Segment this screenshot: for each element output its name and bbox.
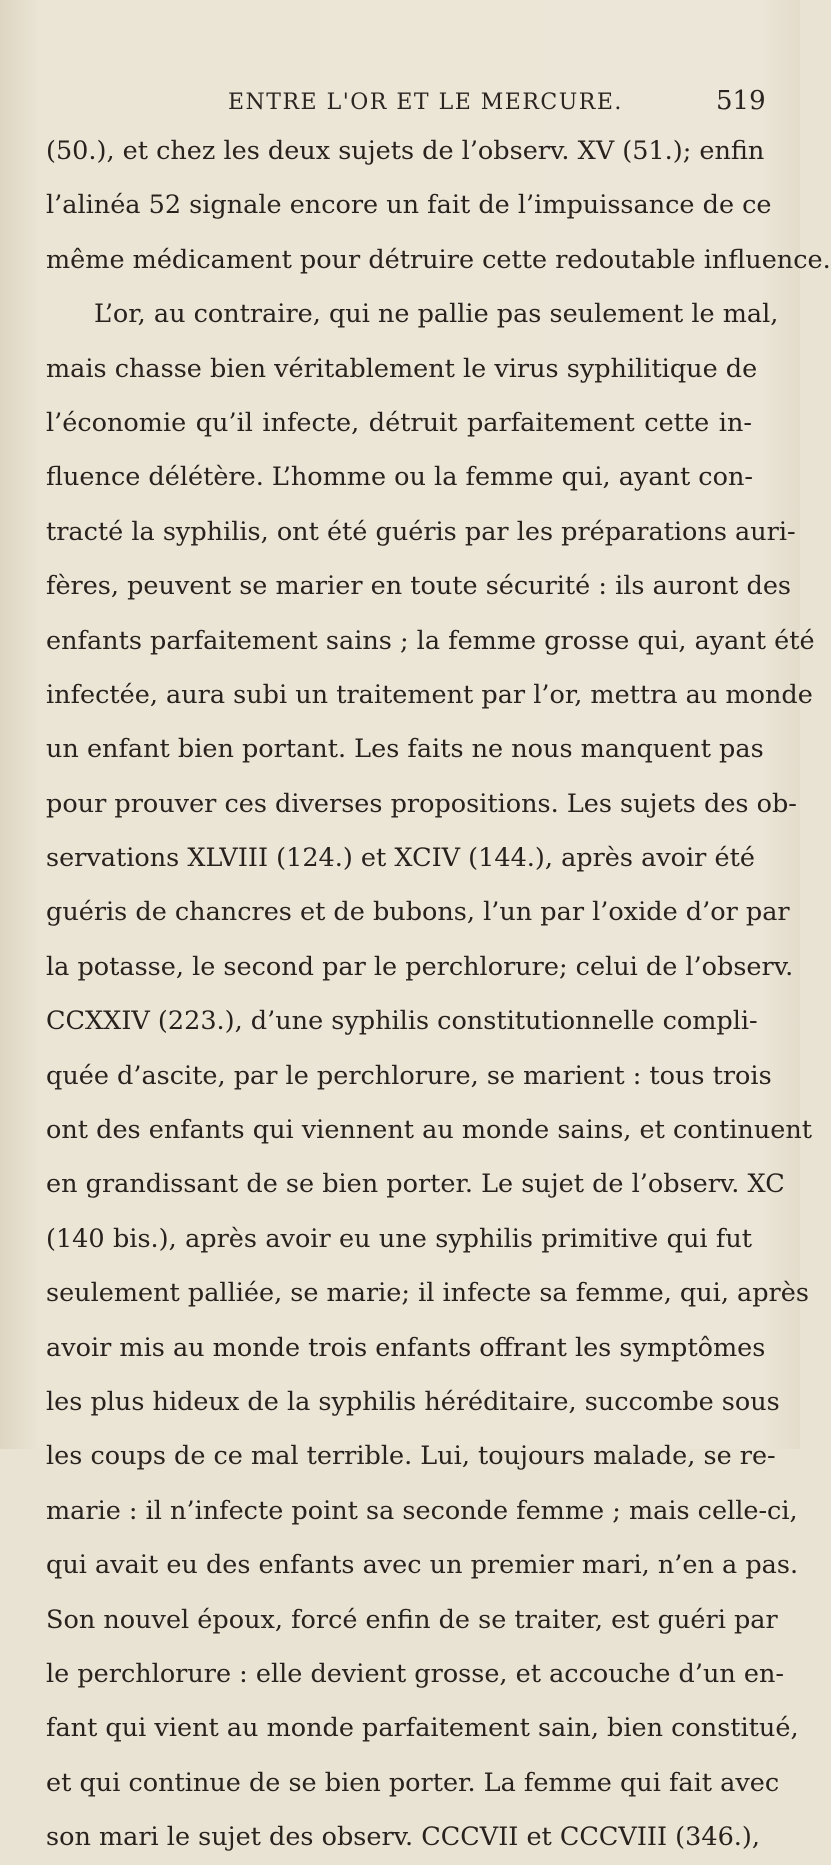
text-line-24: les plus hideux de la syphilis héréditaire, succombe sous — [46, 1386, 780, 1417]
text-line-14: servations XLVIII (124.) et XCIV (144.), après avoir été — [46, 843, 755, 874]
text-line-32: son mari le sujet des observ. CCCVII et CCCVIII (346.), — [46, 1822, 760, 1853]
text-line-9: fères, peuvent se marier en toute sécurité : ils auront des — [46, 571, 792, 602]
text-line-17: CCXXIV (223.), d’une syphilis constitutionnelle compli- — [46, 1006, 758, 1037]
text-line-2: l’alinéa 52 signale encore un fait de l’impuissance de ce — [46, 190, 772, 221]
body-text — [46, 124, 831, 1865]
page-number: 519 — [716, 86, 766, 116]
page-header — [0, 82, 800, 122]
text-line-8: tracté la syphilis, ont été guéris par les préparations auri- — [46, 516, 796, 547]
text-line-31: et qui continue de se bien porter. La femme qui fait avec — [46, 1767, 780, 1798]
text-line-1: (50.), et chez les deux sujets de l’observ. XV (51.); enfin — [46, 136, 765, 166]
text-line-25: les coups de ce mal terrible. Lui, toujours malade, se re- — [46, 1441, 776, 1472]
text-line-3: même médicament pour détruire cette redoutable influence. — [46, 244, 831, 275]
text-line-26: marie : il n’infecte point sa seconde femme ; mais celle-ci, — [46, 1495, 798, 1526]
text-line-15: guéris de chancres et de bubons, l’un par l’oxide d’or par — [46, 897, 790, 928]
text-line-11: infectée, aura subi un traitement par l’or, mettra au monde — [46, 679, 813, 710]
text-line-12: un enfant bien portant. Les faits ne nous manquent pas — [46, 734, 764, 765]
text-line-6: l’économie qu’il infecte, détruit parfaitement cette in- — [46, 407, 752, 438]
running-title: ENTRE L'OR ET LE MERCURE. — [228, 90, 623, 115]
text-line-13: pour prouver ces diverses propositions. Les sujets des ob- — [46, 788, 797, 819]
text-line-30: fant qui vient au monde parfaitement sain, bien constitué, — [46, 1713, 799, 1744]
text-line-19: ont des enfants qui viennent au monde sains, et continuent — [46, 1115, 813, 1146]
text-line-5: mais chasse bien véritablement le virus syphilitique de — [46, 353, 758, 384]
text-line-16: la potasse, le second par le perchlorure; celui de l’observ. — [46, 951, 794, 982]
text-line-29: le perchlorure : elle devient grosse, et accouche d’un en- — [46, 1658, 785, 1689]
text-line-20: en grandissant de se bien porter. Le sujet de l’observ. XC — [46, 1169, 785, 1200]
text-line-27: qui avait eu des enfants avec un premier mari, n’en a pas. — [46, 1550, 799, 1581]
text-line-7: fluence délétère. L’homme ou la femme qui, ayant con- — [46, 462, 753, 493]
text-line-28: Son nouvel époux, forcé enfin de se traiter, est guéri par — [46, 1604, 778, 1635]
text-line-4: L’or, au contraire, qui ne pallie pas seulement le mal, — [94, 299, 779, 330]
text-line-23: avoir mis au monde trois enfants offrant les symptômes — [46, 1332, 766, 1363]
text-line-22: seulement palliée, se marie; il infecte sa femme, qui, après — [46, 1278, 809, 1309]
text-line-21: (140 bis.), après avoir eu une syphilis primitive qui fut — [46, 1223, 752, 1254]
text-line-18: quée d’ascite, par le perchlorure, se marient : tous trois — [46, 1060, 772, 1091]
text-line-10: enfants parfaitement sains ; la femme grosse qui, ayant été — [46, 625, 815, 656]
